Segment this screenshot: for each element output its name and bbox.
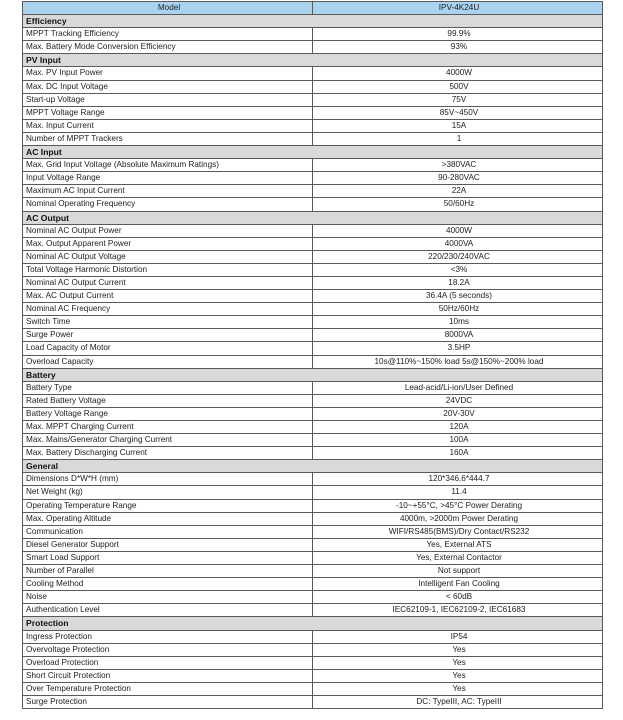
parameter-value: >380VAC	[313, 159, 603, 172]
table-row	[23, 355, 603, 368]
parameter-value: 93%	[313, 41, 603, 54]
parameter-value: 10ms	[313, 316, 603, 329]
parameter-value: 4000VA	[313, 237, 603, 250]
parameter-name: Max. Output Apparent Power	[23, 237, 313, 250]
table-row	[23, 473, 603, 486]
parameter-name: MPPT Voltage Range	[23, 106, 313, 119]
parameter-name: Max. PV Input Power	[23, 67, 313, 80]
parameter-name: Load Capacity of Motor	[23, 342, 313, 355]
parameter-name: Max. MPPT Charging Current	[23, 421, 313, 434]
table-row	[23, 604, 603, 617]
parameter-value: <3%	[313, 263, 603, 276]
parameter-name: Nominal AC Frequency	[23, 303, 313, 316]
parameter-value: 10s@110%~150% load 5s@150%~200% load	[313, 355, 603, 368]
parameter-value: 24VDC	[313, 394, 603, 407]
parameter-value: 1	[313, 132, 603, 145]
table-row	[23, 119, 603, 132]
table-row	[23, 342, 603, 355]
parameter-value: 15A	[313, 119, 603, 132]
parameter-name: MPPT Tracking Efficiency	[23, 28, 313, 41]
parameter-value: Yes	[313, 669, 603, 682]
table-row	[23, 329, 603, 342]
section-header-row	[23, 617, 603, 630]
parameter-value: Yes	[313, 656, 603, 669]
table-row	[23, 551, 603, 564]
parameter-value: WIFI/RS485(BMS)/Dry Contact/RS232	[313, 525, 603, 538]
parameter-value: 85V~450V	[313, 106, 603, 119]
parameter-name: Max. Operating Altitude	[23, 512, 313, 525]
parameter-name: Battery Voltage Range	[23, 407, 313, 420]
parameter-value: 120*346.6*444.7	[313, 473, 603, 486]
section-header-row	[23, 460, 603, 473]
parameter-name: Battery Type	[23, 381, 313, 394]
table-row	[23, 159, 603, 172]
parameter-name: Authentication Level	[23, 604, 313, 617]
section-title: AC Input	[23, 146, 603, 159]
parameter-name: Nominal Operating Frequency	[23, 198, 313, 211]
section-title: Efficiency	[23, 15, 603, 28]
table-row	[23, 80, 603, 93]
section-header-row	[23, 54, 603, 67]
parameter-value: 50Hz/60Hz	[313, 303, 603, 316]
parameter-value: 20V-30V	[313, 407, 603, 420]
parameter-value: 8000VA	[313, 329, 603, 342]
table-row	[23, 381, 603, 394]
table-row	[23, 132, 603, 145]
table-row	[23, 407, 603, 420]
parameter-value: 36.4A (5 seconds)	[313, 290, 603, 303]
section-header-row	[23, 368, 603, 381]
parameter-name: Ingress Protection	[23, 630, 313, 643]
table-row	[23, 565, 603, 578]
section-header-row	[23, 15, 603, 28]
parameter-value: Yes	[313, 682, 603, 695]
parameter-name: Cooling Method	[23, 578, 313, 591]
parameter-name: Number of Parallel	[23, 565, 313, 578]
parameter-value: 4000W	[313, 224, 603, 237]
parameter-name: Max. Battery Discharging Current	[23, 447, 313, 460]
section-title: PV Input	[23, 54, 603, 67]
table-row	[23, 591, 603, 604]
parameter-value: 11.4	[313, 486, 603, 499]
table-row	[23, 185, 603, 198]
parameter-value: Yes, External Contactor	[313, 551, 603, 564]
parameter-name: Net Weight (kg)	[23, 486, 313, 499]
table-row	[23, 250, 603, 263]
parameter-name: Overload Protection	[23, 656, 313, 669]
table-row	[23, 237, 603, 250]
table-row	[23, 421, 603, 434]
parameter-value: 120A	[313, 421, 603, 434]
parameter-name: Smart Load Support	[23, 551, 313, 564]
spec-sheet	[22, 1, 602, 709]
table-row	[23, 434, 603, 447]
parameter-value: 50/60Hz	[313, 198, 603, 211]
section-header-row	[23, 146, 603, 159]
table-row	[23, 538, 603, 551]
parameter-name: Surge Power	[23, 329, 313, 342]
table-row	[23, 172, 603, 185]
table-row	[23, 263, 603, 276]
parameter-value: 100A	[313, 434, 603, 447]
parameter-value: IP54	[313, 630, 603, 643]
parameter-name: Max. DC Input Voltage	[23, 80, 313, 93]
parameter-name: Nominal AC Output Power	[23, 224, 313, 237]
table-row	[23, 93, 603, 106]
parameter-name: Operating Temperature Range	[23, 499, 313, 512]
table-row	[23, 224, 603, 237]
parameter-value: Not support	[313, 565, 603, 578]
table-row	[23, 303, 603, 316]
parameter-value: 99.9%	[313, 28, 603, 41]
parameter-name: Nominal AC Output Current	[23, 276, 313, 289]
table-row	[23, 695, 603, 708]
spec-body	[23, 15, 603, 709]
parameter-value: Yes	[313, 643, 603, 656]
parameter-name: Over Temperature Protection	[23, 682, 313, 695]
parameter-name: Max. AC Output Current	[23, 290, 313, 303]
parameter-value: < 60dB	[313, 591, 603, 604]
parameter-name: Rated Battery Voltage	[23, 394, 313, 407]
parameter-value: 90-280VAC	[313, 172, 603, 185]
table-row	[23, 486, 603, 499]
table-row	[23, 525, 603, 538]
section-title: AC Output	[23, 211, 603, 224]
parameter-name: Overvoltage Protection	[23, 643, 313, 656]
parameter-name: Overload Capacity	[23, 355, 313, 368]
parameter-name: Nominal AC Output Voltage	[23, 250, 313, 263]
parameter-name: Total Voltage Harmonic Distortion	[23, 263, 313, 276]
parameter-value: 4000m, >2000m Power Derating	[313, 512, 603, 525]
table-row	[23, 41, 603, 54]
model-label: Model	[23, 2, 313, 15]
parameter-value: 22A	[313, 185, 603, 198]
table-header-row	[23, 2, 603, 15]
parameter-value: Intelligent Fan Cooling	[313, 578, 603, 591]
parameter-value: Lead-acid/Li-ion/User Defined	[313, 381, 603, 394]
parameter-name: Maximum AC Input Current	[23, 185, 313, 198]
table-row	[23, 512, 603, 525]
parameter-value: 500V	[313, 80, 603, 93]
table-row	[23, 447, 603, 460]
parameter-name: Communication	[23, 525, 313, 538]
parameter-value: 18.2A	[313, 276, 603, 289]
parameter-value: 3.5HP	[313, 342, 603, 355]
parameter-name: Start-up Voltage	[23, 93, 313, 106]
table-row	[23, 643, 603, 656]
parameter-value: DC: TypeIII, AC: TypeIII	[313, 695, 603, 708]
parameter-name: Input Voltage Range	[23, 172, 313, 185]
model-value: IPV-4K24U	[313, 2, 603, 15]
parameter-name: Dimensions D*W*H (mm)	[23, 473, 313, 486]
section-title: Battery	[23, 368, 603, 381]
table-row	[23, 198, 603, 211]
table-row	[23, 290, 603, 303]
section-title: General	[23, 460, 603, 473]
parameter-name: Max. Mains/Generator Charging Current	[23, 434, 313, 447]
parameter-name: Surge Protection	[23, 695, 313, 708]
parameter-value: 220/230/240VAC	[313, 250, 603, 263]
parameter-value: IEC62109-1, IEC62109-2, IEC61683	[313, 604, 603, 617]
table-row	[23, 316, 603, 329]
table-row	[23, 394, 603, 407]
table-row	[23, 682, 603, 695]
parameter-name: Noise	[23, 591, 313, 604]
parameter-name: Diesel Generator Support	[23, 538, 313, 551]
parameter-name: Max. Grid Input Voltage (Absolute Maximum Ratings)	[23, 159, 313, 172]
parameter-value: Yes, External ATS	[313, 538, 603, 551]
parameter-name: Max. Input Current	[23, 119, 313, 132]
spec-table	[22, 1, 603, 709]
table-row	[23, 499, 603, 512]
table-row	[23, 669, 603, 682]
parameter-value: 160A	[313, 447, 603, 460]
table-row	[23, 656, 603, 669]
table-row	[23, 578, 603, 591]
parameter-name: Short Circuit Protection	[23, 669, 313, 682]
section-header-row	[23, 211, 603, 224]
parameter-value: -10~+55°C, >45°C Power Derating	[313, 499, 603, 512]
parameter-value: 4000W	[313, 67, 603, 80]
parameter-value: 75V	[313, 93, 603, 106]
table-row	[23, 28, 603, 41]
section-title: Protection	[23, 617, 603, 630]
parameter-name: Number of MPPT Trackers	[23, 132, 313, 145]
table-row	[23, 67, 603, 80]
table-row	[23, 106, 603, 119]
table-row	[23, 276, 603, 289]
parameter-name: Switch Time	[23, 316, 313, 329]
table-row	[23, 630, 603, 643]
parameter-name: Max. Battery Mode Conversion Efficiency	[23, 41, 313, 54]
